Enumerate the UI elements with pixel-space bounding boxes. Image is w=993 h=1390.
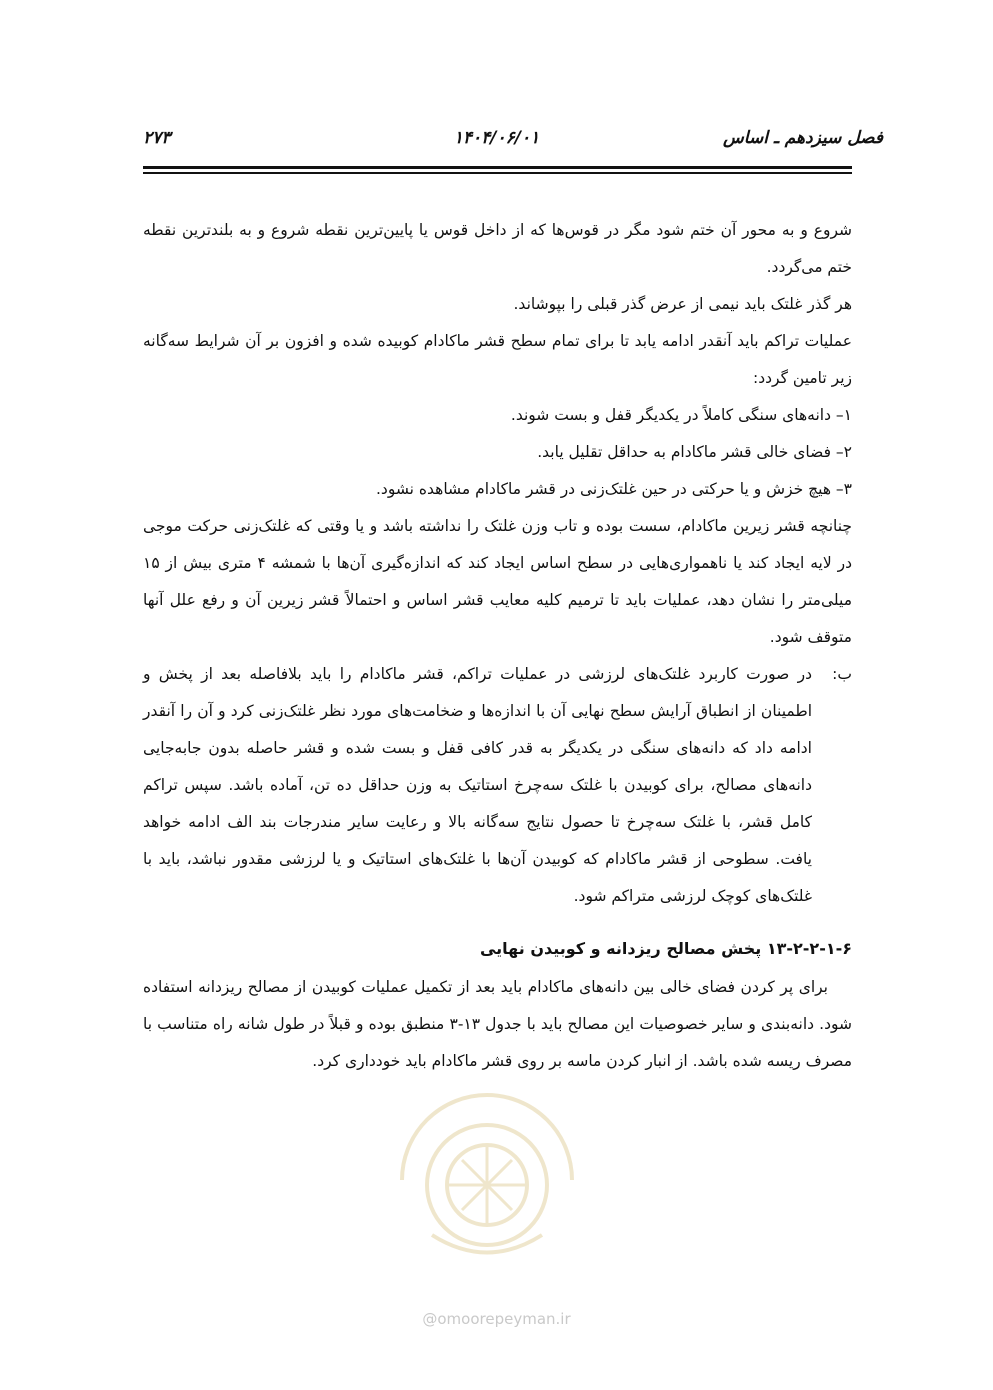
paragraph: شروع و به محور آن ختم شود مگر در قوس‌ها که از داخل قوس یا پایین‌ترین نقطه شروع و به بلندترین نقطه ختم می‌گردد.: [143, 221, 852, 276]
header-rule-thick: [143, 166, 852, 169]
header-rule-thin: [143, 172, 852, 174]
paragraph: هر گذر غلتک باید نیمی از عرض گذر قبلی را بپوشاند.: [513, 295, 852, 313]
condition-item-1: ۱– دانه‌های سنگی کاملاً در یکدیگر قفل و بست شوند.: [510, 406, 852, 424]
paragraph: چنانچه قشر زیرین ماکادام، سست بوده و تاب وزن غلتک را نداشته باشد و یا وقتی که غلتک‌زنی حرکت موجی در لایه ایجاد کند یا ناهمواری‌هایی در سطح اساس ایجاد کند که اندازه‌گیری آن‌ها با شمشه ۴ متری بیش از ۱۵ میلی‌متر را نشان دهد، عملیات باید تا ترمیم کلیه معایب قشر اساس و احتمالاً قشر زیرین آن و رفع علل آنها متوقف شود.: [143, 517, 852, 646]
list-item-b: [143, 656, 852, 915]
paragraph: عملیات تراکم باید آنقدر ادامه یابد تا برای تمام سطح قشر ماکادام کوبیده شده و افزون بر آن شرایط سه‌گانه زیر تامین گردد:: [143, 332, 852, 387]
condition-item-2: ۲– فضای خالی قشر ماکادام به حداقل تقلیل یابد.: [537, 443, 852, 461]
list-item-text: در صورت کاربرد غلتک‌های لرزشی در عملیات تراکم، قشر ماکادام را باید بلافاصله بعد از پخش و اطمینان از انطباق آرایش سطح نهایی آن با اندازه‌ها و ضخامت‌های مورد نظر غلتک‌زنی کرد و آن را آنقدر ادامه داد که دانه‌های سنگی در یکدیگر به قدر کافی قفل و بست شده و قشر حاصله بدون جابه‌جایی دانه‌های مصالح، برای کوبیدن با غلتک سه‌چرخ استاتیک به وزن حداقل ده تن، آماده باشد. سپس تراکم کامل قشر، با غلتک سه‌چرخ تا حصول نتایج سه‌گانه بالا و رعایت سایر مندرجات بند الف ادامه خواهد یافت. سطوحی از قشر ماکادام که کوبیدن آن‌ها با غلتک‌های استاتیک و یا لرزشی مقدور نباشد، باید با غلتک‌های کوچک لرزشی متراکم شود.: [143, 665, 812, 905]
page-number: ۲۷۳: [143, 128, 171, 148]
watermark-logo: [372, 1085, 602, 1275]
watermark-site: @omoorepeyman.ir: [422, 1310, 571, 1328]
section-paragraph: برای پر کردن فضای خالی بین دانه‌های ماکادام باید بعد از تکمیل عملیات کوبیدن از مصالح ریزدانه استفاده شود. دانه‌بندی و سایر خصوصیات این مصالح باید با جدول ۱۳-۳ منطبق بوده و قبلاً در طول شانه راه متناسب با مصرف ریسه شده باشد. از انبار کردن ماسه بر روی قشر ماکادام باید خودداری کرد.: [143, 978, 852, 1070]
body-text: [143, 212, 852, 1080]
condition-item-3: ۳– هیچ خزش و یا حرکتی در حین غلتک‌زنی در قشر ماکادام مشاهده نشود.: [376, 480, 852, 498]
chapter-title: فصل سیزدهم ـ اساس: [723, 128, 883, 148]
section-heading: ۱۳-۲-۲-۱-۶ پخش مصالح ریزدانه و کوبیدن نهایی: [479, 939, 852, 958]
list-marker: ب:: [832, 665, 852, 683]
header-date: ۱۴۰۴/۰۶/۰۱: [453, 128, 540, 148]
